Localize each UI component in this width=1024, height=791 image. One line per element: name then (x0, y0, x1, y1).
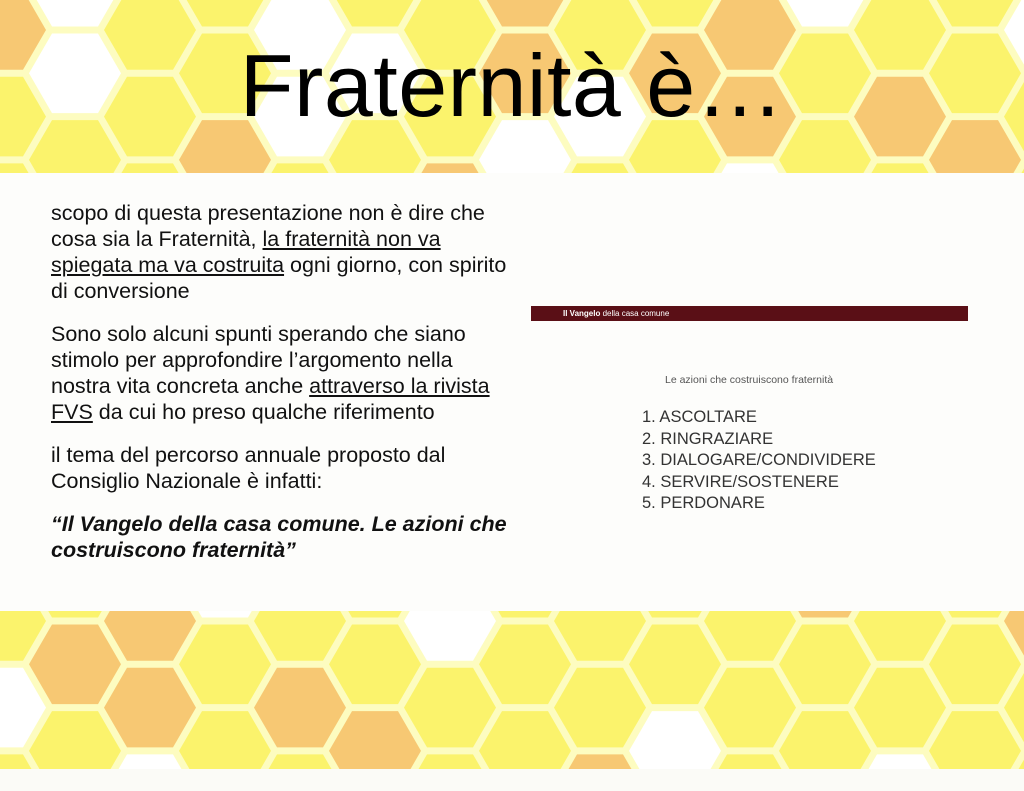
magazine-header-bold: Il Vangelo (563, 309, 601, 318)
underlined-phrase: la fraternità non va spiegata ma va costruita (51, 227, 441, 277)
action-item: 4. SERVIRE/SOSTENERE (642, 472, 839, 491)
slide-title: Fraternità è… (239, 36, 785, 135)
magazine-header-rest: della casa comune (600, 309, 670, 318)
bottom-strip (0, 769, 1024, 791)
magazine-excerpt-image (531, 306, 968, 536)
text-span: Sono solo alcuni spunti sperando che siano stimolo per approfondire l’argomento nella nostra vita concreta anche (51, 322, 466, 398)
theme-quote: “Il Vangelo della casa comune. Le azioni che costruiscono fraternità” (51, 512, 507, 562)
honeycomb-background-bottom (0, 611, 1024, 769)
magazine-header-bar (531, 306, 968, 321)
actions-list (642, 407, 876, 515)
paragraph-purpose (51, 200, 511, 304)
action-item: 2. RINGRAZIARE (642, 429, 774, 448)
body-text (51, 200, 511, 580)
action-item: 1. ASCOLTARE (642, 408, 757, 426)
text-span: da cui ho preso qualche riferimento (92, 400, 435, 424)
magazine-subtitle: Le azioni che costruiscono fraternità (665, 374, 834, 386)
action-item: 5. PERDONARE (642, 494, 765, 512)
paragraph-hints (51, 321, 511, 425)
action-item: 3. DIALOGARE/CONDIVIDERE (642, 451, 876, 469)
text-span: ogni giorno, con spirito di conversione (51, 253, 507, 303)
text-span: scopo di questa presentazione non è dire che cosa sia la Fraternità, (51, 201, 485, 251)
underlined-phrase: attraverso la rivista FVS (51, 374, 490, 424)
paragraph-theme: il tema del percorso annuale proposto dal Consiglio Nazionale è infatti: (51, 443, 446, 493)
